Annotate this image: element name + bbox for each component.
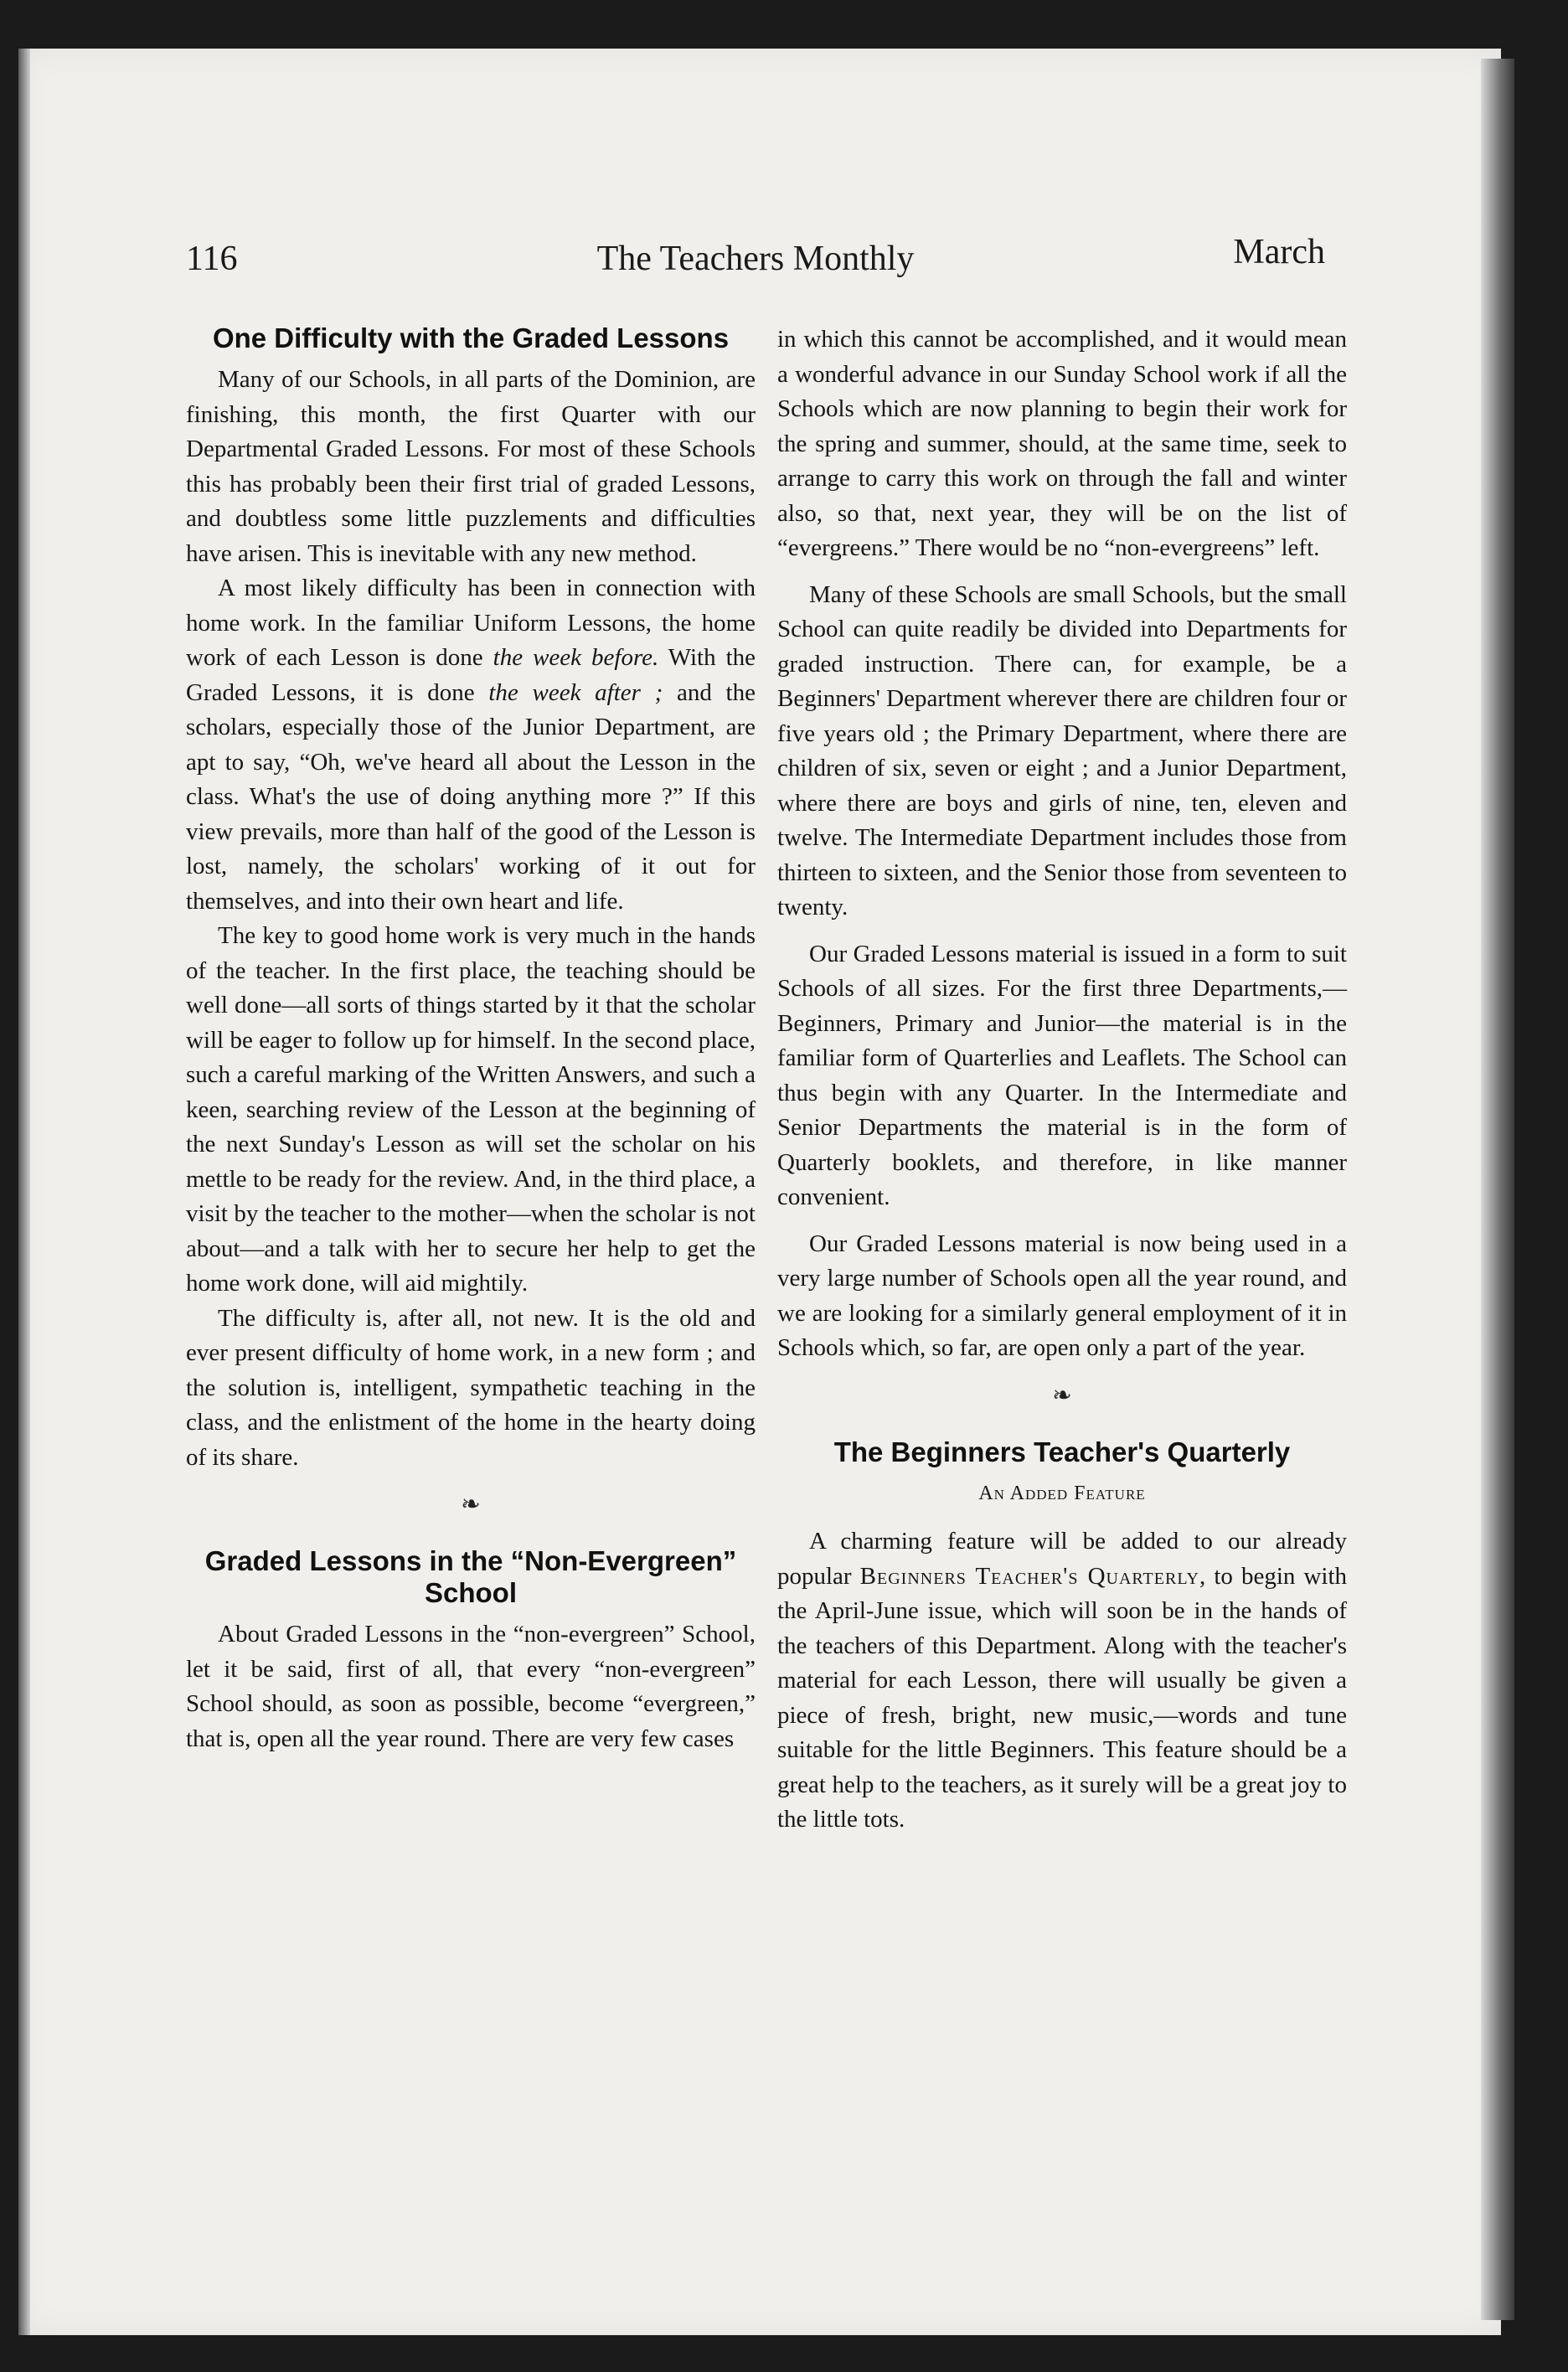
article3-paragraph-1: A charming feature will be added to our already popular Beginners Teacher's Quarterly, to begin with the April-June issue, which will soon be in the hands of the teachers of this Department. Along with the teacher's material for each Lesson, there will usually be given a piece of fresh, bright, new music,—words and tune suitable for the little Beginners. This feature should be a great help to the teachers, as it surely will be a great joy to the little tots. xyxy=(777,1528,1348,1833)
section-divider-ornament: ❧ xyxy=(1052,1382,1072,1409)
page-right-edge xyxy=(1481,59,1514,2320)
page-left-edge xyxy=(18,49,30,2335)
article1-heading: One Difficulty with the Graded Lessons xyxy=(212,322,730,353)
right-column xyxy=(777,322,1347,1838)
article2-paragraph-1: About Graded Lessons in the “non-evergreen” School, let it be said, first of all, that every “non-evergreen” School should, as soon as possible, become “evergreen,” that is, open all the year round. There are very few cases xyxy=(186,1621,756,1752)
page-header xyxy=(186,233,1325,289)
article3-subheading: An Added Feature xyxy=(978,1482,1146,1504)
article1-paragraph-4: The difficulty is, after all, not new. It is the old and ever present difficulty of home work, in a new form ; and the solution is, intelligent, sympathetic teaching in the class, and the enlistment of the home in the hearty doing of its share. xyxy=(186,1304,756,1471)
section-divider-ornament: ❧ xyxy=(461,1492,481,1518)
article2-paragraph-1-continued: in which this cannot be accomplished, and it would mean a wonderful advance in our Sunday School work if all the Schools which are now planning to begin their work for the spring and summer, should, at the same time, seek to arrange to carry this work on through the fall and winter also, so that, next year, they will be on the list of “evergreens.” There would be no “non-evergreens” left. xyxy=(777,326,1347,561)
page-number: 116 xyxy=(186,240,238,278)
article3-heading: The Beginners Teacher's Quarterly xyxy=(833,1436,1291,1467)
article1-paragraph-3: The key to good home work is very much in the hands of the teacher. In the first place, the teaching should be well done—all sorts of things started by it that the scholar will be eager to follow up for himself. In the second place, such a careful marking of the Written Answers, and such a keen, searching review of the Lesson at the beginning of the next Sunday's Lesson as will set the scholar on his mettle to be ready for the review. And, in the third place, a visit by the teacher to the mother—when the scholar is not about—and a talk with her to secure her help to get the home work done, will aid mightily. xyxy=(186,922,756,1297)
article2-paragraph-3: Our Graded Lessons material is issued in a form to suit Schools of all sizes. For the first three Departments,—Beginners, Primary and Junior—the material is in the familiar form of Quarterlies and Leaflets. The School can thus begin with any Quarter. In the Intermediate and Senior Departments the material is in the form of Quarterly booklets, and therefore, in like manner convenient. xyxy=(777,940,1347,1210)
month-label: March xyxy=(1233,233,1325,271)
article1-paragraph-2: A most likely difficulty has been in connection with home work. In the familiar Uniform Lessons, the home work of each Lesson is done the week before. With the Graded Lessons, it is done the week after ; and the scholars, especially those of the Junior Department, are apt to say, “Oh, we've heard all about the Lesson in the class. What's the use of doing anything more ?” If this view prevails, more than half of the good of the Lesson is lost, namely, the scholars' working of it out for themselves, and into their own heart and life. xyxy=(186,575,756,915)
article1-paragraph-1: Many of our Schools, in all parts of the Dominion, are finishing, this month, the first Quarter with our Departmental Graded Lessons. For most of these Schools this has probably been their first trial of graded Lessons, and doubtless some little puzzlements and difficulties have arisen. This is inevitable with any new method. xyxy=(186,366,756,567)
article2-heading: Graded Lessons in the “Non-Evergreen” School xyxy=(204,1545,737,1608)
running-title: The Teachers Monthly xyxy=(596,240,915,278)
article2-paragraph-4: Our Graded Lessons material is now being used in a very large number of Schools open all the year round, and we are looking for a similarly general employment of it in Schools which, so far, are open only a part of the year. xyxy=(777,1230,1347,1361)
article2-paragraph-2: Many of these Schools are small Schools, but the small School can quite readily be divided into Departments for graded instruction. There can, for example, be a Beginners' Department wherever there are children four or five years old ; the Primary Department, where there are children of six, seven or eight ; and a Junior Department, where there are boys and girls of nine, ten, eleven and twelve. The Intermediate Department includes those from thirteen to sixteen, and the Senior those from seventeen to twenty. xyxy=(777,580,1347,920)
left-column xyxy=(186,322,756,1756)
